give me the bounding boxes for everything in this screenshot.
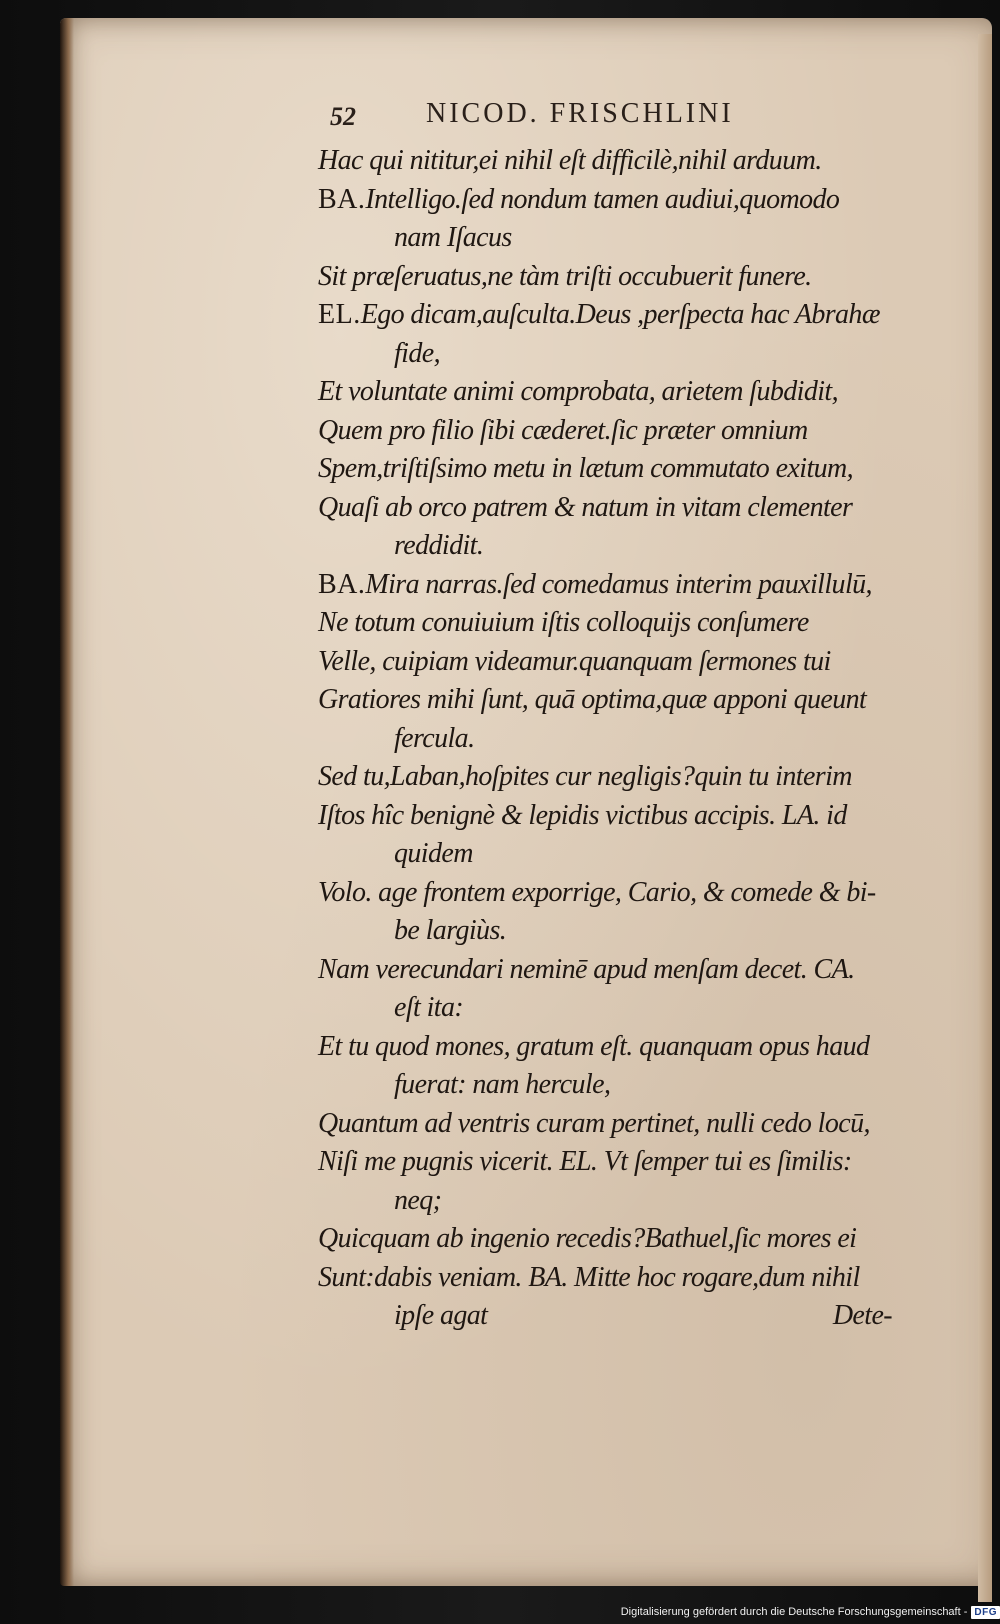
line-text: Niſi me pugnis vicerit. EL. Vt ſemper tui es ſimilis: [318,1146,852,1177]
verse-line [318,643,938,682]
line-text: Hac qui nititur,ei nihil eſt difficilè,nihil arduum. [318,145,822,176]
line-text: Quaſi ab orco patrem & natum in vitam clementer [318,491,853,523]
line-text: be largiùs. [394,915,507,946]
speaker-label: BA. [318,568,366,600]
line-text: Intelligo.ſed nondum tamen audiui,quomodo [365,183,840,215]
verse-line [318,412,938,451]
verse-line [318,566,938,605]
line-text: Quantum ad ventris curam pertinet, nulli cedo locū, [318,1107,870,1139]
running-title: NICOD. FRISCHLINI [426,98,734,129]
verse-line [318,758,938,797]
line-text: fide, [394,337,440,369]
line-text: Nam verecundari neminē apud menſam decet. CA. [318,953,855,985]
line-text: ipſe agat [394,1300,488,1331]
verse-line [318,797,938,836]
line-text: Ne totum conuiuium iſtis colloquijs conſumere [318,607,809,638]
line-text: Volo. age frontem exporrige, Cario, & comede & bi- [318,876,876,908]
verse-line [318,951,938,990]
line-text: neq; [394,1184,442,1216]
verse-line [318,258,938,297]
verse-line [318,142,938,181]
line-text: Mira narras.ſed comedamus interim pauxillulū, [365,568,872,600]
line-text: reddidit. [394,530,484,561]
line-text: nam Iſacus [394,222,512,253]
line-text: Velle, cuipiam videamur.quanquam ſermones tui [318,645,831,677]
catchword: Dete- [832,1300,892,1331]
verse-line [318,989,938,1028]
verse-line [318,1182,938,1221]
line-text: Sed tu,Laban,hoſpites cur negligis?quin tu interim [318,761,852,792]
line-text: Sunt:dabis veniam. BA. Mitte hoc rogare,dum nihil [318,1261,860,1293]
page-number: 52 [330,102,356,131]
verse-line [318,874,938,913]
line-text: Et voluntate animi comprobata, arietem ſubdidit, [318,376,838,407]
line-text: Spem,triſtiſsimo metu in lætum commutato exitum, [318,453,854,484]
line-text: Quem pro filio ſibi cæderet.ſic præter omnium [318,414,808,446]
verse-line [318,1259,938,1298]
verse-line [318,1105,938,1144]
line-text: Iſtos hîc benignè & lepidis victibus accipis. LA. id [318,799,847,831]
line-text: fercula. [394,722,475,754]
verse-text-block [318,142,938,1336]
verse-line [318,720,938,759]
verse-line [318,335,938,374]
page-edge [978,34,992,1602]
verse-line [318,489,938,528]
speaker-label: EL. [318,299,361,330]
verse-line [318,1220,938,1259]
credit-text: Digitalisierung gefördert durch die Deutsche Forschungsgemeinschaft - [620,1606,968,1618]
line-text: Gratiores mihi ſunt, quā optima,quæ apponi queunt [318,684,867,715]
line-text: Quicquam ab ingenio recedis?Bathuel,ſic mores ei [318,1223,857,1254]
verse-line [318,1028,938,1067]
verse-line [318,1066,938,1105]
verse-line [318,527,938,566]
verse-line [318,835,938,874]
verse-line [318,681,938,720]
dfg-logo: DFG [971,1606,1000,1619]
verse-line [318,450,938,489]
line-text: Sit præſeruatus,ne tàm triſti occubuerit funere. [318,260,812,292]
verse-line [318,1297,938,1336]
line-text: fuerat: nam hercule, [394,1069,611,1100]
verse-line [318,296,938,335]
line-text: eſt ita: [394,992,464,1023]
verse-line [318,181,938,220]
digitization-credit [570,1602,1000,1622]
running-head [330,92,930,136]
line-text: quidem [394,838,473,869]
speaker-label: BA. [318,183,366,215]
verse-line [318,604,938,643]
verse-line [318,912,938,951]
verse-line [318,1143,938,1182]
verse-line [318,219,938,258]
line-text: Et tu quod mones, gratum eſt. quanquam opus haud [318,1030,870,1062]
line-text: Ego dicam,auſculta.Deus ,perſpecta hac Abrahæ [360,299,880,330]
verse-line [318,373,938,412]
